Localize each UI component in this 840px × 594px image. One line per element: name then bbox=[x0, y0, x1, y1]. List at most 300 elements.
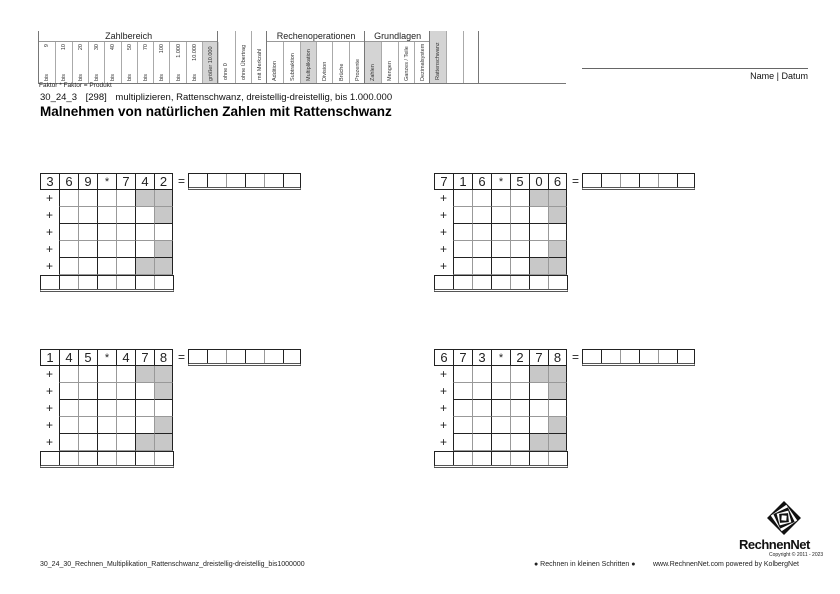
sum-digit-divider bbox=[116, 452, 117, 465]
product-digit-divider bbox=[677, 350, 678, 363]
partial-product-cell[interactable] bbox=[116, 383, 135, 400]
partial-product-cell[interactable] bbox=[59, 207, 78, 224]
category-column-label: Division bbox=[322, 61, 329, 81]
partial-product-cell[interactable] bbox=[491, 224, 510, 241]
footer-filename: 30_24_30_Rechnen_Multiplikation_Rattenschwanz_dreistellig-dreistellig_bis1000000 bbox=[40, 561, 305, 568]
multiply-operator: * bbox=[491, 173, 510, 190]
sum-digit-divider bbox=[472, 276, 473, 289]
product-input-field[interactable] bbox=[188, 173, 301, 190]
partial-product-cell[interactable] bbox=[529, 383, 548, 400]
partial-product-cell[interactable] bbox=[510, 400, 529, 417]
category-column-label: bis bbox=[77, 73, 84, 81]
partial-product-cell[interactable] bbox=[472, 434, 491, 451]
page-title: Malnehmen von natürlichen Zahlen mit Rattenschwanz bbox=[40, 104, 392, 119]
product-digit-divider bbox=[620, 174, 621, 187]
partial-product-cell[interactable] bbox=[97, 434, 116, 451]
category-column bbox=[104, 42, 121, 83]
category-title: Zahlbereich bbox=[39, 31, 218, 42]
equals-sign: = bbox=[572, 174, 580, 188]
shaded-placeholder-cell bbox=[135, 434, 154, 451]
category-group bbox=[364, 31, 430, 83]
partial-product-cell[interactable] bbox=[78, 241, 97, 258]
plus-sign: + bbox=[45, 208, 53, 222]
category-column bbox=[55, 42, 72, 83]
category-column-label: mit Merkzahl bbox=[257, 48, 264, 80]
partial-product-cell[interactable] bbox=[510, 224, 529, 241]
factor-digit: 6 bbox=[434, 349, 453, 366]
sum-digit-divider bbox=[453, 452, 454, 465]
factor-digit: 6 bbox=[59, 173, 78, 190]
category-column-label: bis bbox=[44, 73, 51, 81]
worksheet-code-line bbox=[40, 92, 398, 103]
shaded-placeholder-cell bbox=[548, 241, 567, 258]
sum-digit-divider bbox=[135, 276, 136, 289]
partial-product-cell[interactable] bbox=[453, 241, 472, 258]
partial-product-cell[interactable] bbox=[472, 224, 491, 241]
partial-product-cell[interactable] bbox=[116, 207, 135, 224]
partial-product-cell[interactable] bbox=[491, 190, 510, 207]
factor-digit: 5 bbox=[510, 173, 529, 190]
category-column-label: bis bbox=[110, 73, 117, 81]
partial-product-cell[interactable] bbox=[529, 400, 548, 417]
factor-digit: 9 bbox=[78, 173, 97, 190]
sum-row-input[interactable] bbox=[40, 275, 174, 292]
partial-product-cell[interactable] bbox=[529, 241, 548, 258]
partial-product-cell[interactable] bbox=[78, 258, 97, 275]
product-digit-divider bbox=[620, 350, 621, 363]
partial-product-cell[interactable] bbox=[491, 258, 510, 275]
name-date-field[interactable] bbox=[582, 68, 808, 69]
partial-product-cell[interactable] bbox=[510, 258, 529, 275]
category-column-value: 50 bbox=[126, 44, 133, 51]
shaded-placeholder-cell bbox=[548, 434, 567, 451]
sum-digit-divider bbox=[78, 452, 79, 465]
partial-product-cell[interactable] bbox=[116, 224, 135, 241]
partial-product-cell[interactable] bbox=[97, 366, 116, 383]
factor-digit: 2 bbox=[510, 349, 529, 366]
sum-digit-divider bbox=[135, 452, 136, 465]
partial-product-cell[interactable] bbox=[529, 207, 548, 224]
product-input-field[interactable] bbox=[188, 349, 301, 366]
product-digit-divider bbox=[658, 350, 659, 363]
category-column bbox=[39, 42, 55, 83]
partial-product-cell[interactable] bbox=[154, 400, 173, 417]
sum-digit-divider bbox=[548, 452, 549, 465]
sum-digit-divider bbox=[529, 276, 530, 289]
category-column bbox=[186, 42, 203, 83]
sum-digit-divider bbox=[59, 452, 60, 465]
partial-product-cell[interactable] bbox=[135, 417, 154, 434]
factor-digit: 6 bbox=[548, 173, 567, 190]
product-digit-divider bbox=[601, 350, 602, 363]
partial-product-cell[interactable] bbox=[135, 207, 154, 224]
formula-note: Faktor * Faktor = Produkt bbox=[39, 82, 112, 89]
partial-product-cell[interactable] bbox=[78, 383, 97, 400]
category-column bbox=[169, 42, 186, 83]
sum-digit-divider bbox=[116, 276, 117, 289]
partial-product-cell[interactable] bbox=[510, 190, 529, 207]
partial-product-cell[interactable] bbox=[491, 241, 510, 258]
partial-product-cell[interactable] bbox=[491, 417, 510, 434]
partial-product-cell[interactable] bbox=[97, 400, 116, 417]
multiply-operator: * bbox=[97, 173, 116, 190]
partial-product-cell[interactable] bbox=[453, 224, 472, 241]
footer-slogan: ● Rechnen in kleinen Schritten ● bbox=[534, 561, 636, 568]
exercise-block bbox=[434, 173, 704, 298]
category-column-label: Prozente bbox=[354, 58, 361, 81]
partial-product-cell[interactable] bbox=[59, 383, 78, 400]
shaded-placeholder-cell bbox=[135, 258, 154, 275]
multiply-operator: * bbox=[491, 349, 510, 366]
product-digit-divider bbox=[677, 174, 678, 187]
plus-sign: + bbox=[45, 418, 53, 432]
worksheet-description: multiplizieren, Rattenschwanz, dreistellig-dreistellig, bis 1.000.000 bbox=[115, 92, 393, 103]
plus-sign: + bbox=[439, 418, 447, 432]
category-column bbox=[381, 42, 398, 83]
product-digit-divider bbox=[207, 350, 208, 363]
worksheet-code: 30_24_3 bbox=[40, 92, 77, 103]
partial-product-cell[interactable] bbox=[491, 434, 510, 451]
plus-sign: + bbox=[439, 367, 447, 381]
category-column-value: 70 bbox=[142, 44, 149, 51]
factor-digit: 4 bbox=[59, 349, 78, 366]
product-digit-divider bbox=[245, 174, 246, 187]
partial-product-cell[interactable] bbox=[116, 258, 135, 275]
partial-product-cell[interactable] bbox=[116, 366, 135, 383]
partial-product-cell[interactable] bbox=[510, 434, 529, 451]
category-column bbox=[365, 42, 381, 83]
factor-digit: 7 bbox=[135, 349, 154, 366]
category-column-label: bis bbox=[159, 73, 166, 81]
partial-product-cell[interactable] bbox=[97, 241, 116, 258]
partial-product-cell[interactable] bbox=[548, 224, 567, 241]
shaded-placeholder-cell bbox=[154, 258, 173, 275]
plus-sign: + bbox=[439, 242, 447, 256]
name-date-label: Name | Datum bbox=[750, 71, 808, 81]
category-column bbox=[218, 31, 234, 83]
category-group bbox=[429, 31, 479, 83]
factor-digit: 7 bbox=[453, 349, 472, 366]
shaded-placeholder-cell bbox=[548, 417, 567, 434]
product-digit-divider bbox=[245, 350, 246, 363]
partial-product-cell[interactable] bbox=[453, 417, 472, 434]
factor-digit: 4 bbox=[135, 173, 154, 190]
sum-digit-divider bbox=[97, 276, 98, 289]
partial-product-cell[interactable] bbox=[97, 207, 116, 224]
shaded-placeholder-cell bbox=[154, 241, 173, 258]
partial-product-cell[interactable] bbox=[135, 400, 154, 417]
partial-product-cell[interactable] bbox=[78, 207, 97, 224]
category-column-value: 100 bbox=[159, 44, 166, 54]
factor-digit: 8 bbox=[154, 349, 173, 366]
product-input-field[interactable] bbox=[582, 349, 695, 366]
partial-product-cell[interactable] bbox=[453, 190, 472, 207]
factor-digit: 7 bbox=[434, 173, 453, 190]
category-column bbox=[283, 42, 300, 83]
plus-sign: + bbox=[45, 242, 53, 256]
partial-product-cell[interactable] bbox=[97, 383, 116, 400]
partial-product-cell[interactable] bbox=[453, 383, 472, 400]
plus-sign: + bbox=[45, 384, 53, 398]
partial-product-cell[interactable] bbox=[59, 258, 78, 275]
category-column-label: Mengen bbox=[387, 61, 394, 81]
partial-product-cell[interactable] bbox=[78, 400, 97, 417]
factor-digit: 5 bbox=[78, 349, 97, 366]
category-title: Rechenoperationen bbox=[267, 31, 365, 42]
plus-sign: + bbox=[45, 435, 53, 449]
shaded-placeholder-cell bbox=[529, 190, 548, 207]
partial-product-cell[interactable] bbox=[510, 417, 529, 434]
factor-digit: 7 bbox=[116, 173, 135, 190]
partial-product-cell[interactable] bbox=[116, 241, 135, 258]
factor-digit: 0 bbox=[529, 173, 548, 190]
partial-product-cell[interactable] bbox=[59, 417, 78, 434]
exercise-block bbox=[434, 349, 704, 474]
exercise-block bbox=[40, 173, 310, 298]
sum-digit-divider bbox=[491, 276, 492, 289]
category-column-label: Subtraktion bbox=[289, 53, 296, 81]
category-column-label: bis bbox=[142, 73, 149, 81]
shaded-placeholder-cell bbox=[548, 366, 567, 383]
sum-digit-divider bbox=[510, 452, 511, 465]
partial-product-cell[interactable] bbox=[116, 417, 135, 434]
category-group bbox=[217, 31, 267, 83]
factor-digit: 8 bbox=[548, 349, 567, 366]
plus-sign: + bbox=[439, 384, 447, 398]
product-digit-divider bbox=[283, 350, 284, 363]
shaded-placeholder-cell bbox=[154, 434, 173, 451]
partial-product-cell[interactable] bbox=[472, 190, 491, 207]
partial-product-cell[interactable] bbox=[510, 383, 529, 400]
partial-product-cell[interactable] bbox=[510, 207, 529, 224]
category-column-label: bis bbox=[61, 73, 68, 81]
category-column bbox=[300, 42, 317, 83]
partial-product-cell[interactable] bbox=[59, 400, 78, 417]
product-digit-divider bbox=[639, 350, 640, 363]
partial-product-cell[interactable] bbox=[78, 224, 97, 241]
partial-product-cell[interactable] bbox=[529, 224, 548, 241]
shaded-placeholder-cell bbox=[548, 190, 567, 207]
partial-product-cell[interactable] bbox=[529, 417, 548, 434]
shaded-placeholder-cell bbox=[548, 383, 567, 400]
shaded-placeholder-cell bbox=[548, 258, 567, 275]
factor-digit: 2 bbox=[154, 173, 173, 190]
partial-product-cell[interactable] bbox=[491, 383, 510, 400]
partial-product-cell[interactable] bbox=[472, 207, 491, 224]
category-column bbox=[88, 42, 105, 83]
product-digit-divider bbox=[658, 174, 659, 187]
sum-digit-divider bbox=[548, 276, 549, 289]
category-column-label: bis bbox=[94, 73, 101, 81]
plus-sign: + bbox=[45, 191, 53, 205]
category-column-value: 30 bbox=[94, 44, 101, 51]
product-digit-divider bbox=[601, 174, 602, 187]
partial-product-cell[interactable] bbox=[78, 434, 97, 451]
partial-product-cell[interactable] bbox=[453, 400, 472, 417]
category-column bbox=[121, 42, 138, 83]
sum-digit-divider bbox=[491, 452, 492, 465]
partial-product-cell[interactable] bbox=[453, 207, 472, 224]
factor-digit: 1 bbox=[453, 173, 472, 190]
category-column-label: bis bbox=[175, 73, 182, 81]
product-digit-divider bbox=[226, 174, 227, 187]
category-title: Grundlagen bbox=[365, 31, 430, 42]
partial-product-cell[interactable] bbox=[116, 190, 135, 207]
partial-product-cell[interactable] bbox=[78, 366, 97, 383]
factor-digit: 6 bbox=[472, 173, 491, 190]
partial-product-cell[interactable] bbox=[491, 400, 510, 417]
equals-sign: = bbox=[572, 350, 580, 364]
sum-row-input[interactable] bbox=[434, 275, 568, 292]
multiply-operator: * bbox=[97, 349, 116, 366]
partial-product-cell[interactable] bbox=[472, 366, 491, 383]
product-digit-divider bbox=[283, 174, 284, 187]
shaded-placeholder-cell bbox=[529, 434, 548, 451]
shaded-placeholder-cell bbox=[154, 207, 173, 224]
category-column-label: Zahlen bbox=[370, 64, 377, 81]
partial-product-cell[interactable] bbox=[59, 366, 78, 383]
product-input-field[interactable] bbox=[582, 173, 695, 190]
partial-product-cell[interactable] bbox=[491, 366, 510, 383]
category-column-value: 10 bbox=[61, 44, 68, 51]
category-column-value: 1.000 bbox=[175, 44, 182, 58]
factor-digit: 4 bbox=[116, 349, 135, 366]
partial-product-cell[interactable] bbox=[548, 400, 567, 417]
product-digit-divider bbox=[207, 174, 208, 187]
factor-digit: 3 bbox=[472, 349, 491, 366]
sum-digit-divider bbox=[78, 276, 79, 289]
factor-digit: 1 bbox=[40, 349, 59, 366]
partial-product-cell[interactable] bbox=[510, 366, 529, 383]
equals-sign: = bbox=[178, 174, 186, 188]
plus-sign: + bbox=[439, 225, 447, 239]
partial-product-cell[interactable] bbox=[97, 224, 116, 241]
shaded-placeholder-cell bbox=[154, 190, 173, 207]
partial-product-cell[interactable] bbox=[472, 241, 491, 258]
worksheet-number: [298] bbox=[85, 92, 107, 103]
category-column bbox=[430, 31, 446, 83]
partial-product-cell[interactable] bbox=[97, 417, 116, 434]
category-table-bottom-line bbox=[38, 83, 566, 84]
product-digit-divider bbox=[264, 350, 265, 363]
category-column-value: 40 bbox=[110, 44, 117, 51]
category-column-label: Brüche bbox=[338, 63, 345, 81]
category-table-end-line bbox=[478, 31, 479, 83]
partial-product-cell[interactable] bbox=[453, 434, 472, 451]
category-column-label: Multiplikation bbox=[305, 49, 312, 81]
equals-sign: = bbox=[178, 350, 186, 364]
sum-digit-divider bbox=[510, 276, 511, 289]
plus-sign: + bbox=[439, 208, 447, 222]
partial-product-cell[interactable] bbox=[59, 224, 78, 241]
product-digit-divider bbox=[226, 350, 227, 363]
category-column-label: Dezimalsystem bbox=[420, 43, 427, 81]
sum-digit-divider bbox=[472, 452, 473, 465]
category-column bbox=[137, 42, 154, 83]
partial-product-cell[interactable] bbox=[453, 258, 472, 275]
plus-sign: + bbox=[439, 401, 447, 415]
partial-product-cell[interactable] bbox=[116, 400, 135, 417]
partial-product-cell[interactable] bbox=[97, 190, 116, 207]
category-column bbox=[446, 31, 463, 83]
partial-product-cell[interactable] bbox=[453, 366, 472, 383]
partial-product-cell[interactable] bbox=[510, 241, 529, 258]
category-column bbox=[316, 42, 333, 83]
logo-copyright: Copyright © 2011 - 2023 bbox=[769, 552, 824, 558]
spiral-diamond-logo-icon bbox=[766, 500, 802, 536]
category-column-label: ohne Übertrag bbox=[240, 44, 247, 80]
shaded-placeholder-cell bbox=[548, 207, 567, 224]
category-column-label: Rattenschwanz bbox=[435, 42, 442, 80]
partial-product-cell[interactable] bbox=[472, 417, 491, 434]
category-column-value: 10.000 bbox=[191, 44, 198, 61]
sum-digit-divider bbox=[154, 276, 155, 289]
category-column-label: größer 10.000 bbox=[208, 46, 215, 81]
plus-sign: + bbox=[45, 259, 53, 273]
partial-product-cell[interactable] bbox=[78, 417, 97, 434]
category-column-label: Addition bbox=[272, 61, 279, 81]
partial-product-cell[interactable] bbox=[59, 434, 78, 451]
category-column bbox=[267, 42, 283, 83]
sum-row-input[interactable] bbox=[434, 451, 568, 468]
partial-product-cell[interactable] bbox=[472, 383, 491, 400]
partial-product-cell[interactable] bbox=[154, 224, 173, 241]
category-column bbox=[235, 31, 252, 83]
plus-sign: + bbox=[439, 191, 447, 205]
category-column bbox=[332, 42, 349, 83]
logo-name: RechnenNet bbox=[739, 537, 810, 552]
plus-sign: + bbox=[439, 435, 447, 449]
footer-url: www.RechnenNet.com powered by KolbergNet bbox=[653, 561, 799, 568]
shaded-placeholder-cell bbox=[154, 383, 173, 400]
product-digit-divider bbox=[264, 174, 265, 187]
sum-row-input[interactable] bbox=[40, 451, 174, 468]
product-digit-divider bbox=[639, 174, 640, 187]
plus-sign: + bbox=[45, 225, 53, 239]
category-column bbox=[153, 42, 170, 83]
category-column-label: bis bbox=[191, 73, 198, 81]
category-column-label: Ganzes / Teile bbox=[403, 46, 410, 81]
partial-product-cell[interactable] bbox=[59, 241, 78, 258]
partial-product-cell[interactable] bbox=[97, 258, 116, 275]
shaded-placeholder-cell bbox=[135, 366, 154, 383]
partial-product-cell[interactable] bbox=[135, 241, 154, 258]
plus-sign: + bbox=[45, 401, 53, 415]
factor-digit: 3 bbox=[40, 173, 59, 190]
partial-product-cell[interactable] bbox=[135, 383, 154, 400]
category-group bbox=[38, 31, 218, 83]
category-column-label: ohne 0 bbox=[223, 63, 230, 80]
partial-product-cell[interactable] bbox=[135, 224, 154, 241]
partial-product-cell[interactable] bbox=[472, 258, 491, 275]
category-column-value: 20 bbox=[77, 44, 84, 51]
factor-digit: 7 bbox=[529, 349, 548, 366]
sum-digit-divider bbox=[453, 276, 454, 289]
category-column-label: bis bbox=[126, 73, 133, 81]
partial-product-cell[interactable] bbox=[59, 190, 78, 207]
shaded-placeholder-cell bbox=[529, 366, 548, 383]
partial-product-cell[interactable] bbox=[78, 190, 97, 207]
category-group bbox=[266, 31, 365, 83]
shaded-placeholder-cell bbox=[154, 366, 173, 383]
plus-sign: + bbox=[45, 367, 53, 381]
partial-product-cell[interactable] bbox=[472, 400, 491, 417]
plus-sign: + bbox=[439, 259, 447, 273]
partial-product-cell[interactable] bbox=[116, 434, 135, 451]
sum-digit-divider bbox=[97, 452, 98, 465]
partial-product-cell[interactable] bbox=[491, 207, 510, 224]
category-column-value: 9 bbox=[44, 44, 51, 48]
